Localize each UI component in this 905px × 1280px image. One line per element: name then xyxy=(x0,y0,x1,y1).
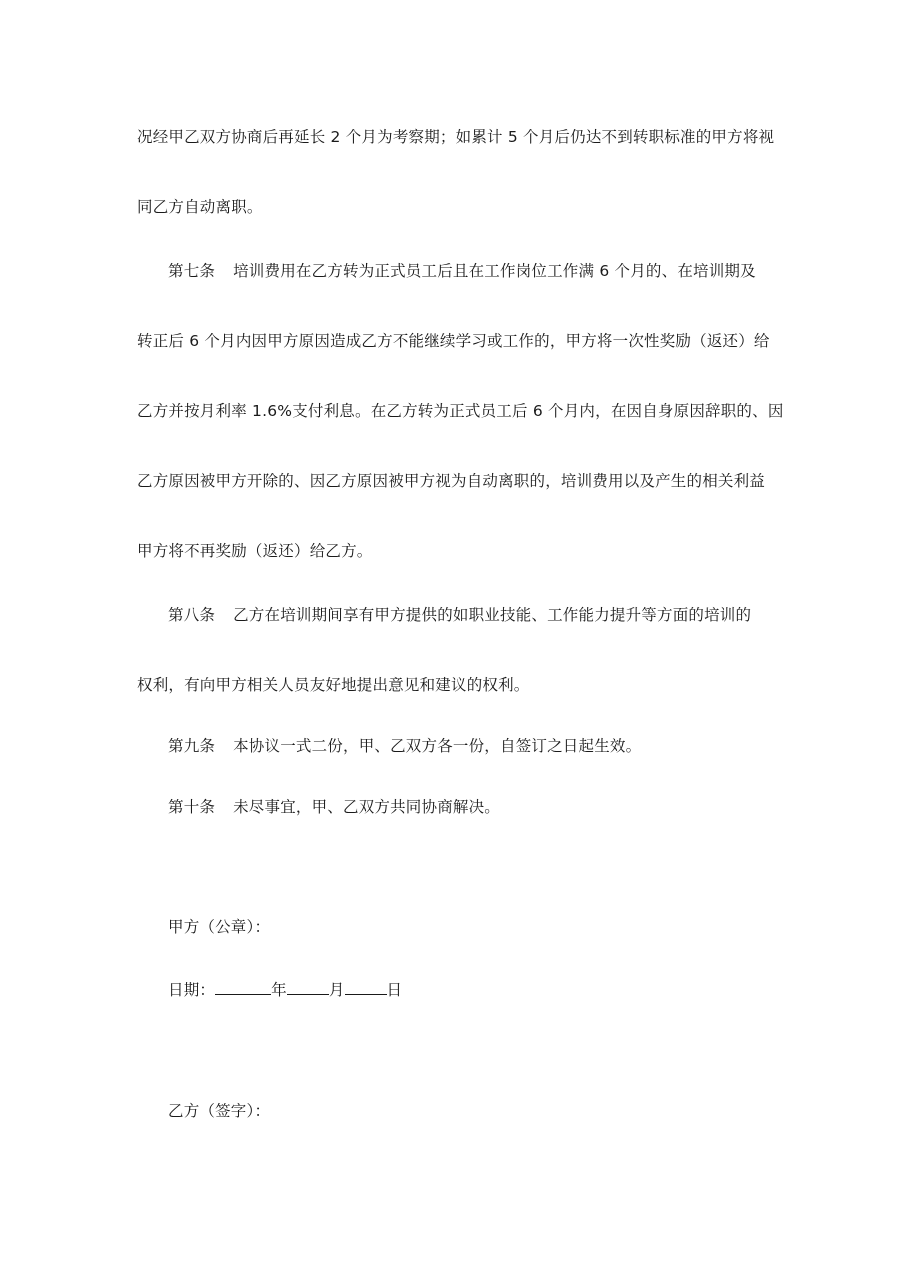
party-b-signature-label: 乙方（签字）： xyxy=(168,1102,271,1120)
article-8-text: 乙方在培训期间享有甲方提供的如职业技能、工作能力提升等方面的培训的 xyxy=(233,606,752,624)
article-8-line xyxy=(168,605,751,625)
article-7-text: 培训费用在乙方转为正式员工后且在工作岗位工作满 6 个月的、在培训期及 xyxy=(233,262,756,280)
article-7-heading: 第七条 xyxy=(168,262,216,280)
text-line: 权利，有向甲方相关人员友好地提出意见和建议的权利。 xyxy=(137,676,530,694)
date-label: 日期： xyxy=(168,981,216,999)
article-9-text: 本协议一式二份，甲、乙双方各一份，自签订之日起生效。 xyxy=(233,737,642,755)
date-line xyxy=(168,979,402,1000)
year-label: 年 xyxy=(271,981,287,999)
day-label: 日 xyxy=(386,981,403,999)
article-9-line xyxy=(168,736,641,756)
month-blank xyxy=(287,979,329,995)
year-blank xyxy=(215,979,271,995)
month-label: 月 xyxy=(328,981,345,999)
day-blank xyxy=(345,979,387,995)
text-line: 甲方将不再奖励（返还）给乙方。 xyxy=(137,542,373,560)
text-line: 况经甲乙双方协商后再延长 2 个月为考察期；如累计 5 个月后仍达不到转职标准的甲方将视 xyxy=(137,128,775,146)
text-line: 同乙方自动离职。 xyxy=(137,198,263,216)
party-a-seal-label: 甲方（公章）： xyxy=(168,918,271,936)
article-9-heading: 第九条 xyxy=(168,737,216,755)
article-10-heading: 第十条 xyxy=(168,798,216,816)
article-8-heading: 第八条 xyxy=(168,606,216,624)
text-line: 乙方并按月利率 1.6%支付利息。在乙方转为正式员工后 6 个月内，在因自身原因辞职的、因 xyxy=(137,402,784,420)
text-line: 转正后 6 个月内因甲方原因造成乙方不能继续学习或工作的，甲方将一次性奖励（返还）给 xyxy=(137,332,770,350)
article-10-line xyxy=(168,797,500,817)
article-10-text: 未尽事宜，甲、乙双方共同协商解决。 xyxy=(233,798,501,816)
article-7-line xyxy=(168,261,756,281)
text-line: 乙方原因被甲方开除的、因乙方原因被甲方视为自动离职的，培训费用以及产生的相关利益 xyxy=(137,472,766,490)
